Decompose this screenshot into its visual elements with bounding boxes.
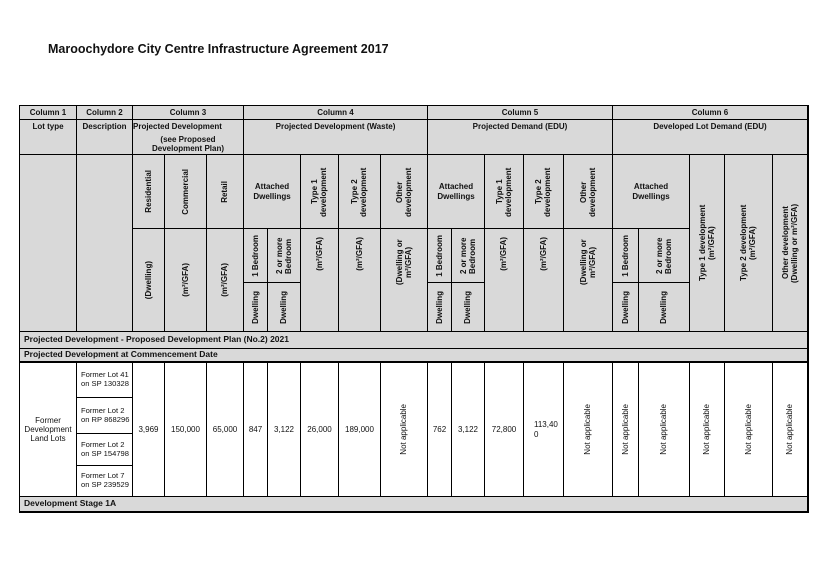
lot-attached-dwellings-header: Attached Dwellings — [613, 155, 690, 229]
waste-type2-unit: (m²/GFA) — [339, 229, 381, 332]
lot-other-header: Other development (Dwelling or m²/GFA) — [773, 155, 808, 332]
commercial-value: 150,000 — [165, 363, 207, 497]
residential-header: Residential — [133, 155, 165, 229]
waste-other-header: Other development — [381, 155, 428, 229]
waste-2-bedroom-value: 3,122 — [268, 363, 301, 497]
retail-unit: (m²/GFA) — [207, 229, 244, 332]
column-4-heading: Column 4 — [244, 106, 428, 120]
projected-waste-header: Projected Development (Waste) — [244, 120, 428, 155]
lot-type-cell: Former Development Land Lots — [20, 363, 77, 497]
waste-type1-unit: (m²/GFA) — [301, 229, 339, 332]
demand-type2-unit: (m²/GFA) — [524, 229, 564, 332]
waste-type1-header: Type 1 development — [301, 155, 339, 229]
waste-2-bedroom-unit: Dwelling — [268, 283, 301, 332]
lot-2-bedroom-value: Not applicable — [639, 363, 690, 497]
section-commencement: Projected Development at Commencement Date — [20, 349, 808, 363]
description-header: Description — [77, 120, 133, 155]
demand-1-bedroom-header: 1 Bedroom — [428, 229, 452, 283]
lot-type-header-blank — [20, 155, 77, 332]
lot-description-3: Former Lot 2 on SP 154798 — [77, 434, 133, 466]
demand-other-header: Other development — [564, 155, 613, 229]
lot-type1-value: Not applicable — [690, 363, 725, 497]
projected-demand-header: Projected Demand (EDU) — [428, 120, 613, 155]
demand-type2-value: 113,40 0 — [524, 363, 564, 497]
document-title: Maroochydore City Centre Infrastructure Agreement 2017 — [48, 42, 389, 56]
waste-attached-dwellings-header: Attached Dwellings — [244, 155, 301, 229]
projected-development-note: (see Proposed Development Plan) — [151, 135, 224, 154]
commercial-header: Commercial — [165, 155, 207, 229]
section-stage-1a: Development Stage 1A — [20, 497, 808, 512]
waste-type1-value: 26,000 — [301, 363, 339, 497]
demand-2-bedroom-header: 2 or more Bedroom — [452, 229, 485, 283]
demand-type1-unit: (m²/GFA) — [485, 229, 524, 332]
developed-lot-demand-header: Developed Lot Demand (EDU) — [613, 120, 808, 155]
column-3-heading: Column 3 — [133, 106, 244, 120]
demand-other-unit: (Dwelling or m²/GFA) — [564, 229, 613, 332]
projected-development-label: Projected Development — [133, 122, 222, 131]
lot-type-header: Lot type — [20, 120, 77, 155]
residential-value: 3,969 — [133, 363, 165, 497]
residential-unit: (Dwelling) — [133, 229, 165, 332]
demand-1-bedroom-unit: Dwelling — [428, 283, 452, 332]
waste-1-bedroom-value: 847 — [244, 363, 268, 497]
lot-description-2: Former Lot 2 on RP 868296 — [77, 398, 133, 434]
lot-type2-value: Not applicable — [725, 363, 773, 497]
waste-other-value: Not applicable — [381, 363, 428, 497]
lot-description-4: Former Lot 7 on SP 239529 — [77, 466, 133, 497]
waste-type2-value: 189,000 — [339, 363, 381, 497]
column-1-heading: Column 1 — [20, 106, 77, 120]
waste-2-bedroom-header: 2 or more Bedroom — [268, 229, 301, 283]
demand-2-bedroom-value: 3,122 — [452, 363, 485, 497]
lot-1-bedroom-unit: Dwelling — [613, 283, 639, 332]
projected-development-header — [133, 120, 244, 155]
column-2-heading: Column 2 — [77, 106, 133, 120]
waste-1-bedroom-unit: Dwelling — [244, 283, 268, 332]
column-5-heading: Column 5 — [428, 106, 613, 120]
waste-other-unit: (Dwelling or m²/GFA) — [381, 229, 428, 332]
lot-2-bedroom-unit: Dwelling — [639, 283, 690, 332]
demand-type2-header: Type 2 development — [524, 155, 564, 229]
demand-type1-value: 72,800 — [485, 363, 524, 497]
commercial-unit: (m²/GFA) — [165, 229, 207, 332]
lot-description-1: Former Lot 41 on SP 130328 — [77, 363, 133, 398]
demand-2-bedroom-unit: Dwelling — [452, 283, 485, 332]
lot-other-value: Not applicable — [773, 363, 808, 497]
retail-value: 65,000 — [207, 363, 244, 497]
demand-other-value: Not applicable — [564, 363, 613, 497]
demand-attached-dwellings-header: Attached Dwellings — [428, 155, 485, 229]
section-proposed-plan: Projected Development - Proposed Development Plan (No.2) 2021 — [20, 332, 808, 349]
description-header-blank — [77, 155, 133, 332]
lot-1-bedroom-header: 1 Bedroom — [613, 229, 639, 283]
column-6-heading: Column 6 — [613, 106, 808, 120]
waste-1-bedroom-header: 1 Bedroom — [244, 229, 268, 283]
lot-type1-header: Type 1 development (m²/GFA) — [690, 155, 725, 332]
lot-2-bedroom-header: 2 or more Bedroom — [639, 229, 690, 283]
demand-type1-header: Type 1 development — [485, 155, 524, 229]
infrastructure-table — [20, 106, 808, 512]
demand-1-bedroom-value: 762 — [428, 363, 452, 497]
waste-type2-header: Type 2 development — [339, 155, 381, 229]
lot-type2-header: Type 2 development (m²/GFA) — [725, 155, 773, 332]
retail-header: Retail — [207, 155, 244, 229]
lot-1-bedroom-value: Not applicable — [613, 363, 639, 497]
